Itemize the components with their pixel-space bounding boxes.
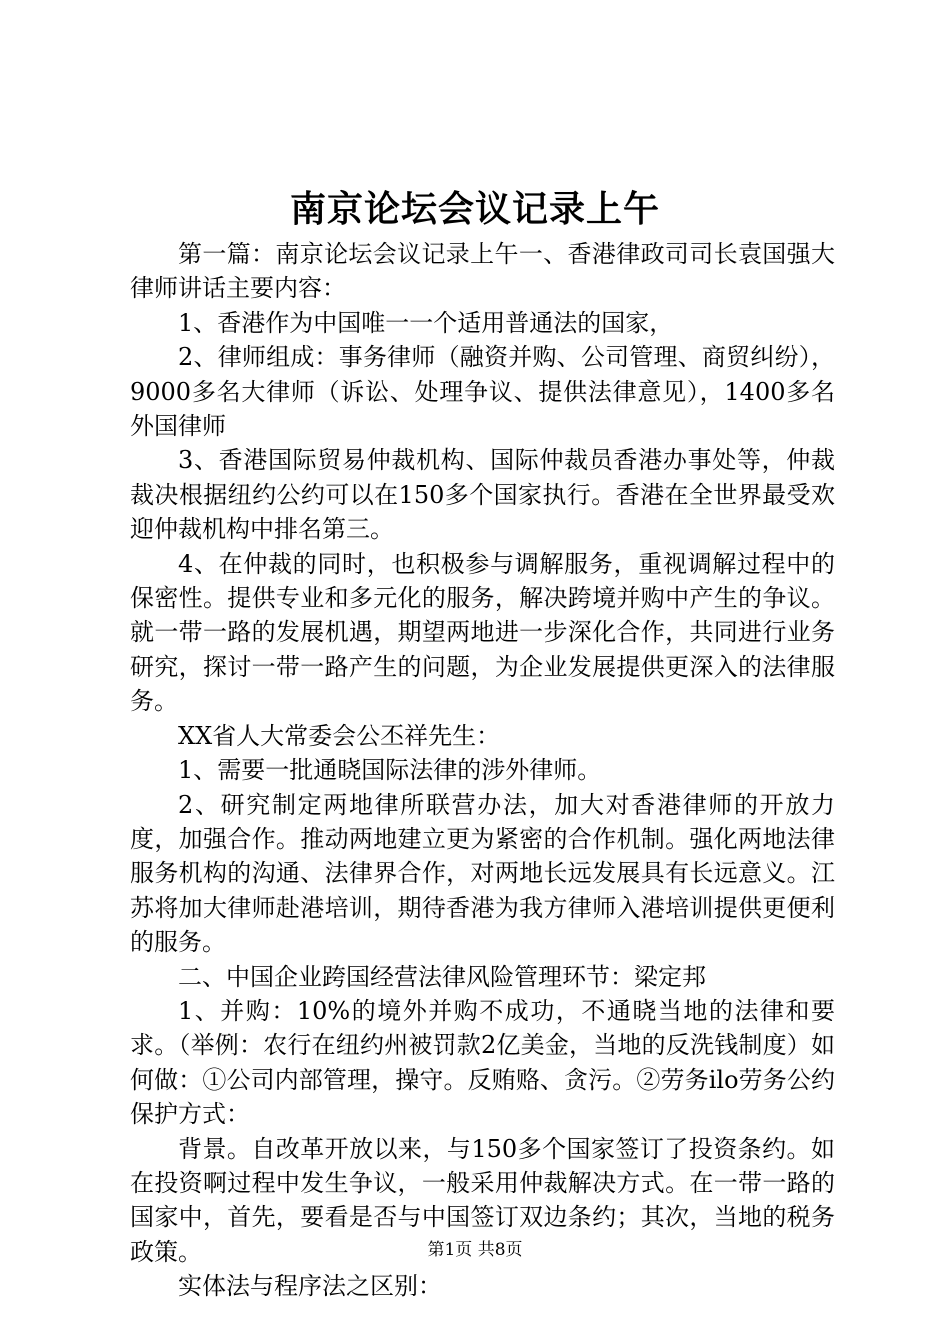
paragraph: 1、需要一批通晓国际法律的涉外律师。: [178, 756, 602, 785]
paragraph: 3、香港国际贸易仲裁机构、国际仲裁员香港办事处等，仲裁裁决根据纽约公约可以在150多个国家执行。香港在全世界最受欢迎仲裁机构中排名第三。: [130, 446, 835, 544]
paragraph: 第一篇：南京论坛会议记录上午一、香港律政司司长袁国强大律师讲话主要内容：: [130, 240, 835, 303]
document-body: [130, 237, 835, 1304]
paragraph: 二、中国企业跨国经营法律风险管理环节：梁定邦: [178, 962, 706, 991]
paragraph: 4、在仲裁的同时，也积极参与调解服务，重视调解过程中的保密性。提供专业和多元化的服务，解决跨境并购中产生的争议。就一带一路的发展机遇，期望两地进一步深化合作，共同进行业务研究，探讨一带一路产生的问题，为企业发展提供更深入的法律服务。: [130, 549, 835, 716]
paragraph: 2、研究制定两地律所联营办法，加大对香港律师的开放力度，加强合作。推动两地建立更为紧密的合作机制。强化两地法律服务机构的沟通、法律界合作，对两地长远发展具有长远意义。江苏将加大律师赴港培训，期待香港为我方律师入港培训提供更便利的服务。: [130, 790, 835, 957]
page-footer: 第1页 共8页: [427, 1240, 523, 1260]
paragraph: 实体法与程序法之区别：: [178, 1272, 442, 1301]
paragraph: 1、香港作为中国唯一一个适用普通法的国家，: [178, 308, 674, 337]
paragraph: 背景。自改革开放以来，与150多个国家签订了投资条约。如在投资啊过程中发生争议，一般采用仲裁解决方式。在一带一路的国家中，首先，要看是否与中国签订双边条约；其次，当地的税务政策。: [130, 1134, 835, 1266]
paragraph: 1、并购：10%的境外并购不成功，不通晓当地的法律和要求。（举例：农行在纽约州被罚款2亿美金，当地的反洗钱制度）如何做：①公司内部管理，操守。反贿赂、贪污。②劳务ilo劳务公约保护方式：: [130, 996, 835, 1129]
paragraph: 2、律师组成：事务律师（融资并购、公司管理、商贸纠纷），9000多名大律师（诉讼、处理争议、提供法律意见），1400多名外国律师: [130, 343, 835, 441]
paragraph: XX省人大常委会公丕祥先生：: [178, 721, 501, 750]
document-title: 南京论坛会议记录上午: [289, 188, 660, 230]
